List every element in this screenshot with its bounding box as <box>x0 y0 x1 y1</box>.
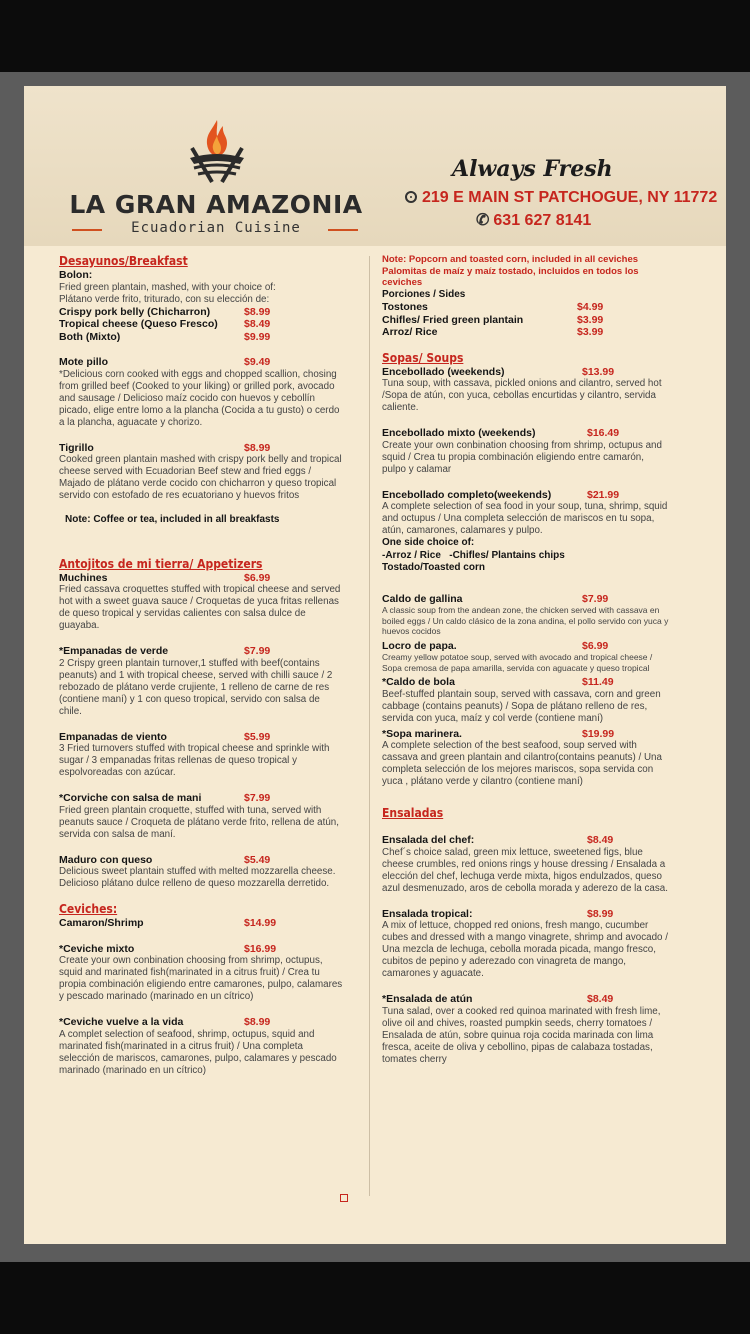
menu-item <box>382 593 670 637</box>
item-price: $16.99 <box>244 942 277 955</box>
item-price: $7.99 <box>244 792 271 804</box>
option-price: $9.99 <box>244 330 271 343</box>
item-desc: Create your own conbination choosing from shrimp, octupus and squid / Crea tu propia combinación eligiendo entre camarón, pulpo y calamar <box>382 439 662 475</box>
item-name: Locro de papa. <box>382 639 457 652</box>
breakfast-note: Note: Coffee or tea, included in all breakfasts <box>65 514 280 525</box>
bolon-desc-en: Fried green plantain, mashed, with your choice of: <box>59 281 276 293</box>
menu-item <box>382 834 670 895</box>
item-name: *Caldo de bola <box>382 676 455 688</box>
location-pin-icon <box>405 191 417 203</box>
menu-item <box>59 1016 344 1077</box>
item-price: $8.99 <box>244 441 271 454</box>
menu-item <box>59 917 344 930</box>
item-name: Chifles/ Fried green plantain <box>382 313 524 326</box>
item-desc: A complete selection of sea food in your soup, tuna, shrimp, squid and octupus / Una completa selección de mariscos en tu sopa, atún, camarones, calamares y pulpo. <box>382 501 668 536</box>
menu-item <box>382 908 670 981</box>
column-divider <box>369 256 370 1196</box>
option-name: Crispy pork belly (Chicharron) <box>59 305 211 318</box>
item-name: Encebollado completo(weekends) <box>382 488 552 501</box>
item-price: $9.49 <box>244 356 271 368</box>
menu-header <box>24 86 726 246</box>
menu-item <box>382 489 670 538</box>
option-price: $8.49 <box>244 318 271 330</box>
menu-item <box>59 356 344 429</box>
section-title-salads: Ensaladas <box>382 806 444 820</box>
item-desc: Cooked green plantain mashed with crispy pork belly and tropical cheese served with Ecuadorian Beef stew and fried eggs / Majado de plátano verde cocido con chicharron y queso tropical servido con estofado de res ecuatoriano y huevos fritos <box>59 454 342 501</box>
item-desc: Tuna soup, with cassava, pickled onions and cilantro, served hot /Sopa de atún, con yuca, cebollas encurtidas y cilantro, servida caliente. <box>382 378 662 413</box>
item-price: $16.49 <box>587 427 620 439</box>
item-desc: Fried green plantain croquette, stuffed with tuna, served with peanuts sauce / Croqueta de plátano verde frito, rellena de atún, servida con salsa de maní. <box>59 804 339 840</box>
menu-item <box>382 993 670 1066</box>
item-name: Encebollado mixto (weekends) <box>382 427 536 439</box>
item-name: Maduro con queso <box>59 853 153 866</box>
item-desc: A complete selection of the best seafood, soup served with cassava and green plantain and cilantro(contains peanuts) / Una completa selección de los mejores mariscos, sopa servida con yuca , plátano verde y cilantro (contiene maní) <box>382 740 662 787</box>
item-name: Tigrillo <box>59 441 94 454</box>
ceviche-note-es: Palomitas de maíz y maíz tostado, incluidos en todos los ceviches <box>382 265 639 288</box>
item-price: $14.99 <box>244 917 277 929</box>
bottom-bar <box>0 1262 750 1334</box>
item-price: $19.99 <box>582 727 615 740</box>
item-desc: A complet selection of seafood, shrimp, octupus, squid and marinated fish(marinated in a citrus fruit) / Una completa selección de mariscos, camarones, pulpo, calamares y pescado marinado (marinado en un cítrico) <box>59 1028 337 1076</box>
bolon-option <box>59 318 344 331</box>
item-name: Muchines <box>59 571 108 584</box>
side-item <box>382 314 670 327</box>
tagline: Always Fresh <box>452 156 613 182</box>
section-title-appetizers: Antojitos de mi tierra/ Appetizers <box>59 556 263 571</box>
item-price: $5.49 <box>244 853 271 866</box>
menu-item <box>59 572 344 633</box>
bolon-option <box>59 306 344 319</box>
item-price: $8.49 <box>587 834 614 846</box>
item-price: $7.99 <box>244 645 271 657</box>
section-title-ceviches: Ceviches: <box>59 902 118 916</box>
menu-item <box>382 640 670 674</box>
item-desc: Tuna salad, over a cooked red quinoa marinated with fresh lime, olive oil and chives, roasted pumpkin seeds, cherry tomatoes / Ensalada de atún, sobre quinua roja cocida marinada con lima fresca, aceite de oliva y cebollino, pipas de calabaza tostadas, tomates cherry <box>382 1005 661 1065</box>
menu-item <box>59 854 344 891</box>
item-name: Tostones <box>382 301 428 313</box>
item-name: Mote pillo <box>59 356 108 368</box>
item-desc: Chef´s choice salad, green mix lettuce, sweetened figs, blue cheese crumbles, red onions rings y house dressing / Ensalada a elección del chef, lechuga verde mixta, higos endulzados, queso azul desmenuzado, aros de cebolla morada y aderezo de la casa. <box>382 846 668 894</box>
item-name: *Ceviche vuelve a la vida <box>59 1016 184 1028</box>
menu-item <box>59 442 344 503</box>
item-price: $4.99 <box>577 301 604 313</box>
item-desc: 3 Fried turnovers stuffed with tropical cheese and sprinkle with sugar / 3 empanadas fritas rellenas de queso tropical y espolvoreadas con azúcar. <box>59 743 330 778</box>
item-price: $3.99 <box>577 326 604 338</box>
phone-line <box>476 210 591 230</box>
item-price: $5.99 <box>244 730 271 743</box>
phone-icon: ✆ <box>476 212 490 229</box>
item-price: $8.99 <box>587 907 614 920</box>
item-name: Arroz/ Rice <box>382 326 438 338</box>
item-desc: Fried cassava croquettes stuffed with tropical cheese and served hot with a sweet guava sauce / Croquetas de yuca fritas rellenas de queso tropical y servidas calientes con salsa dulce de guayaba. <box>59 584 341 631</box>
item-price: $8.99 <box>244 1016 271 1028</box>
left-column <box>59 254 344 1077</box>
ceviche-note-en: Note: Popcorn and toasted corn, included in all ceviches <box>382 254 639 265</box>
item-price: $8.49 <box>587 993 614 1005</box>
menu-item <box>382 427 670 476</box>
item-name: *Ceviche mixto <box>59 942 135 955</box>
item-price: $6.99 <box>582 639 609 652</box>
side-item <box>382 301 670 314</box>
item-desc: *Delicious corn cooked with eggs and chopped scallion, chosing from grilled beef (Cooked to your liking) or grilled pork, avocado and sausage / Delicioso maíz cocido con huevos y cebollín picado, elige entre lomo a la plancha (Cocida a tu gusto) o cerdo a la plancha, aguacate y chorizo. <box>59 368 340 428</box>
menu-item <box>59 792 344 841</box>
address-text: 219 E MAIN ST PATCHOGUE, NY 11772 <box>422 189 718 206</box>
side-choice-line: Tostado/Toasted corn <box>382 562 485 573</box>
top-status-bar <box>0 0 750 72</box>
item-price: $21.99 <box>587 488 620 501</box>
item-name: Caldo de gallina <box>382 592 463 605</box>
bolon-desc-es: Plátano verde frito, triturado, con su elección de: <box>59 293 270 305</box>
item-name: *Empanadas de verde <box>59 645 169 657</box>
item-desc: 2 Crispy green plantain turnover,1 stuffed with beef(contains peanuts) and 1 with tropical cheese, served with chilli sauce / 2 rebozado de plátano verde crujiente, 1 relleno de carne de res (contiene maní) y 1 con queso tropical, servido con salsa de chile. <box>59 657 333 717</box>
item-desc: A mix of lettuce, chopped red onions, fresh mango, cucumber cubes and dressed with a mango vinagrete, shrimp and avocado / Una mezcla de lechuga, cebolla morada picada, mango fresco, cubitos de pepino y aderezado con vinagreta de mango, camarones y aguacate. <box>382 920 668 979</box>
option-name: Tropical cheese (Queso Fresco) <box>59 318 218 330</box>
section-title-breakfast: Desayunos/Breakfast <box>59 254 188 268</box>
menu-item <box>382 728 670 789</box>
item-desc: Delicious sweet plantain stuffed with melted mozzarella cheese. Delicioso plátano dulce relleno de queso mozzarella derretido. <box>59 866 336 889</box>
brand-subtitle: Ecuadorian Cuisine <box>131 220 301 236</box>
item-name: Camaron/Shrimp <box>59 917 144 929</box>
item-price: $6.99 <box>244 571 271 584</box>
item-price: $3.99 <box>577 313 604 326</box>
menu-item <box>59 943 344 1004</box>
item-price: $13.99 <box>582 365 615 378</box>
item-price: $11.49 <box>582 676 614 688</box>
side-choice-title: One side choice of: <box>382 537 475 548</box>
brand-name: LA GRAN AMAZONIA <box>69 190 363 219</box>
item-name: Empanadas de viento <box>59 730 167 743</box>
item-desc: Create your own conbination choosing from shrimp, octupus, squid and marinated fish(marinated in a citrus fruit) / Crea tu propia combinación eligiendo entre camarones, pulpo, calamares y pescado marinado (marinado en un cítrico) <box>59 955 343 1002</box>
item-price: $7.99 <box>582 592 609 605</box>
item-desc: Creamy yellow potatoe soup, served with avocado and tropical cheese / Sopa cremosa de papa amarilla, servida con aguacate y queso tropical <box>382 652 653 673</box>
item-name: *Sopa marinera. <box>382 727 462 740</box>
menu-item <box>59 731 344 780</box>
item-name: *Ensalada de atún <box>382 993 473 1005</box>
bolon-name: Bolon: <box>59 269 93 281</box>
sides-title: Porciones / Sides <box>382 288 466 300</box>
menu-item <box>382 676 670 725</box>
option-price: $8.99 <box>244 305 271 318</box>
option-name: Both (Mixto) <box>59 330 121 343</box>
menu-sheet <box>24 86 726 1244</box>
item-desc: Beef-stuffed plantain soup, served with cassava, corn and green cabbage (contains peanuts) / Sopa de plátano relleno de res, servida con yuca, maíz y col verde (contiene maní) <box>382 688 661 724</box>
item-desc: A classic soup from the andean zone, the chicken served with cassava en boiled eggs / Un caldo clásico de la zona andina, el pollo servido con yuca y huevos cocidos <box>382 605 669 636</box>
item-name: Encebollado (weekends) <box>382 365 505 378</box>
menu-item <box>59 645 344 718</box>
phone-text: 631 627 8141 <box>493 212 592 229</box>
right-column <box>382 254 670 1066</box>
bolon-option <box>59 331 344 344</box>
side-choice-line: -Arroz / Rice -Chifles/ Plantains chips <box>382 549 565 561</box>
item-name: *Corviche con salsa de mani <box>59 792 202 804</box>
address-line <box>405 189 717 207</box>
menu-item <box>382 366 670 415</box>
side-item <box>382 326 670 339</box>
section-title-soups: Sopas/ Soups <box>382 350 464 365</box>
item-name: Ensalada tropical: <box>382 907 473 920</box>
page-mark-icon <box>340 1194 348 1202</box>
flame-grill-logo-icon <box>182 118 252 186</box>
item-name: Ensalada del chef: <box>382 834 475 846</box>
